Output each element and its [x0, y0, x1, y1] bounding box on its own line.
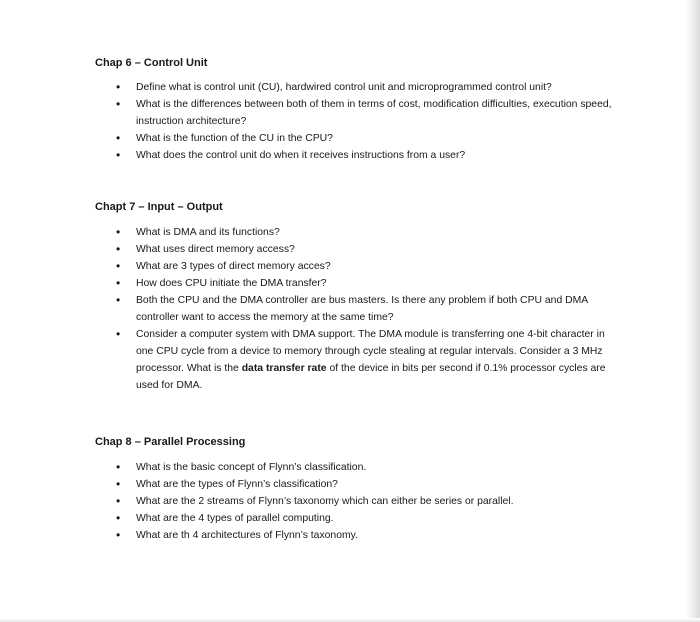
chap7-question-6-text-end: of the device in bits per second if 0.1% processor cycles are used for DMA.	[136, 363, 606, 391]
chap6-question-list	[95, 79, 615, 164]
chap7-question-3: • What are 3 types of direct memory acces?	[95, 258, 615, 275]
chap6-heading: Chap 6 – Control Unit	[95, 57, 208, 69]
chap8-heading: Chap 8 – Parallel Processing	[95, 436, 246, 448]
chap7-question-4: • How does CPU initiate the DMA transfer?	[95, 275, 615, 292]
chap6-question-1: • Define what is control unit (CU), hardwired control unit and microprogrammed control unit?	[95, 79, 615, 96]
chap7-section	[95, 200, 615, 394]
chap8-section	[95, 435, 615, 544]
chap6-section	[95, 56, 615, 164]
page-edge-shadow	[686, 0, 700, 622]
chap7-question-6-text-start: Consider a computer system with DMA support. The DMA module is transferring one 4-bit character in one CPU cycle from a device to memory through cycle stealing at regular intervals. Consider a 3 MHz processor. What is the	[136, 329, 605, 374]
chap8-question-5: • What are th 4 architectures of Flynn’s taxonomy.	[95, 527, 615, 544]
chap7-question-1: • What is DMA and its functions?	[95, 224, 615, 241]
chap7-question-2: • What uses direct memory access?	[95, 241, 615, 258]
page-bottom-shadow	[0, 618, 700, 622]
chap7-question-list	[95, 224, 615, 394]
chap8-question-4: • What are the 4 types of parallel computing.	[95, 510, 615, 527]
chap7-question-6	[95, 326, 615, 394]
chap7-heading: Chapt 7 – Input – Output	[95, 201, 223, 213]
chap8-question-1: • What is the basic concept of Flynn’s classification.	[95, 459, 615, 476]
chap7-question-5: • Both the CPU and the DMA controller are bus masters. Is there any problem if both CPU and DMA controller want to access the memory at the same time?	[95, 292, 615, 326]
chap6-question-2: • What is the differences between both of them in terms of cost, modification difficulties, execution speed, instruction architecture?	[95, 96, 615, 130]
chap6-question-3: • What is the function of the CU in the CPU?	[95, 130, 615, 147]
chap7-question-6-bold-term: data transfer rate	[241, 363, 327, 374]
chap8-question-2: • What are the types of Flynn’s classification?	[95, 476, 615, 493]
chap6-question-4: • What does the control unit do when it receives instructions from a user?	[95, 147, 615, 164]
chap8-question-3: • What are the 2 streams of Flynn’s taxonomy which can either be series or parallel.	[95, 493, 615, 510]
chap8-question-list	[95, 459, 615, 544]
